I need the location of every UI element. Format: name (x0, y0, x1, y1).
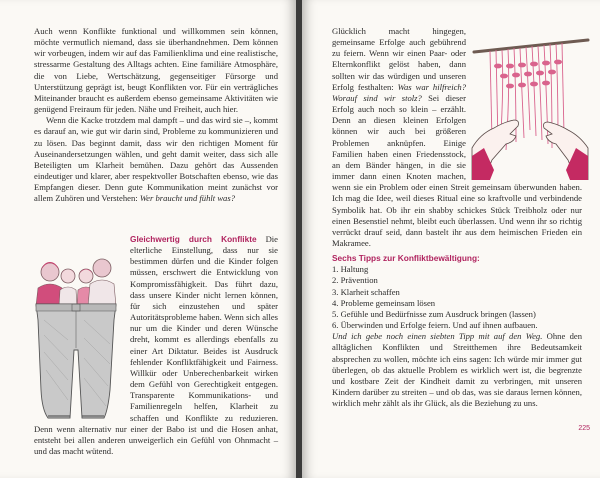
right-page (302, 0, 600, 478)
list-item: 1. Haltung (332, 264, 369, 275)
list-item: 2. Prävention (332, 275, 378, 286)
tips-list (332, 264, 582, 331)
questions-emphasis: Was war hilfreich? Worauf sind wir stolz? (332, 81, 467, 103)
paragraph-equality: Gleichwertig durch Konflikte Die elterliche Einstellung, dass nur sie bestimmen dürfen und die Kinder folgen müssen, erschwert die Entwicklung von Kompromissfähigkeit. Das führt dazu, dass unsere Kinder nicht lernen können, für sich einzustehen und später Autoritätsprobleme haben. Wenn sich alles nur um die Kinder und deren Wünsche dreht, kommt es allerdings ebenfalls zu einer Art Diktatur. Beides ist Ausdruck fehlender Konfliktfähigkeit und Fairness. Willkür oder Unberechenbarkeit wirken dem Gefühl von Gerechtigkeit entgegen. Transparente Kommunikations- und Familienregeln helfen, Klarheit zu schaffen und Konflikte zu reduzieren. Denn wenn alternativ nur einer der Babo ist und die Hosen anhat, entsteht bei allen anderen unweigerlich ein Gefühl von Ohnmacht – und das macht wütend. (34, 234, 278, 456)
macrame-hands-icon (470, 30, 590, 180)
left-bottom-column (34, 234, 278, 457)
paragraph-seventh-tip: Und ich gebe noch einen siebten Tipp mit auf den Weg. Ohne den alltäglichen Konflikten und Streitthemen ihre Bedeutsamkeit absprechen zu wollen, möchte ich eins sagen: Ich würde mir immer gut überlegen, ob das aktuelle Problem es wirklich wert ist, die begrenzte und kostbare Zeit der Kindheit damit zu verbringen, mit unseren Kindern darüber zu streiten – und ob das, was sie daraus lernen können, wirklich mehr zählt als ihr Glück, als die Beziehung zu uns. (332, 331, 582, 409)
paragraph-climate: Auch wenn Konflikte funktional und willkommen sein können, möchte vermutlich niemand, dass sie überhandnehmen. Dem können wir vorbeugen, indem wir auf das Familienklima und eine realistische, stressarme Gestaltung des Alltags achten. Eine familiäre Atmosphäre, die von Liebe, Wertschätzung, gegenseitiger Fürsorge und Unterstützung geprägt ist, beugt Konflikten vor. Für ein verträgliches Miteinander braucht es außerdem ebenso gemeinsame Aktivitäten wie genügend Freiraum für jeden. Nähe und Freiheit, auch hier. (34, 26, 278, 115)
list-item: 6. Überwinden und Erfolge feiern. Und auf ihnen aufbauen. (332, 320, 538, 331)
family-in-trousers-icon (28, 240, 124, 422)
list-item: 4. Probleme gemeinsam lösen (332, 297, 436, 308)
list-item: 5. Gefühle und Bedürfnisse zum Ausdruck bringen (lassen) (332, 308, 536, 319)
tips-heading: Sechs Tipps zur Konfliktbewältigung: (332, 253, 480, 264)
paragraph-celebrate: Glücklich macht hingegen, gemeinsame Erfolge auch gebührend zu feiern. Wenn wir einen Paar- oder Elternkonflikt gelöst haben, dann sollten wir das würdigen und unseren Erfolg festhalten: Was war hilfreich? Worauf sind wir stolz? Sei dieser Erfolg auch noch so klein – erzählt. Denn an diesen kleinen Erfolgen können wir auch bei größeren Problemen anknüpfen. Einige Familien haben einen Friedensstock, an dem Bänder hängen, in die sie immer dann einen Knoten machen, wenn sie ein Problem oder einen Streit gemeinsam überwunden haben. Ich mag die Idee, weil dieses Ritual eine so kraftvolle und verbindende Symbolik hat. Ob ihr ein shabby schickes Stück Treibholz oder nur einen Besenstiel nehmt, bleibt euch überlassen. Und wenn ihr so richtig verrückt drauf seid, dann bastelt ihr aus dem heimischen Frieden ein Makramee. (332, 26, 582, 248)
macrame-illustration (470, 30, 590, 180)
left-page (0, 0, 296, 478)
seventh-tip-emphasis: Und ich gebe noch einen siebten Tipp mit auf den Weg. (332, 331, 543, 342)
page-number: 225 (578, 425, 590, 432)
question-emphasis: Wer braucht und fühlt was? (139, 193, 235, 204)
paragraph-communication: Wenn die Kacke trotzdem mal dampft – und das wird sie –, kommt es darauf an, wie gut wir darin sind, Probleme zu kommunizieren und zu lösen. Das beginnt damit, dass wir den richtigen Moment für Auseinandersetzungen wählen, und geht damit weiter, dass sich alle Beteiligten um Klarheit bemühen. Dazu gehört das Aussenden eindeutiger und klarer, aber respektvoller Botschaften ebenso, wie das Empfangen dieser. Denn gute Kommunikation meint zunächst vor allem Zuhören und Verstehen: Wer braucht und fühlt was? (34, 115, 278, 204)
list-item: 3. Klarheit schaffen (332, 286, 400, 297)
left-top-column (34, 26, 278, 205)
section-heading: Gleichwertig durch Konflikte (130, 234, 257, 244)
family-illustration (28, 240, 124, 422)
right-column (332, 26, 582, 409)
